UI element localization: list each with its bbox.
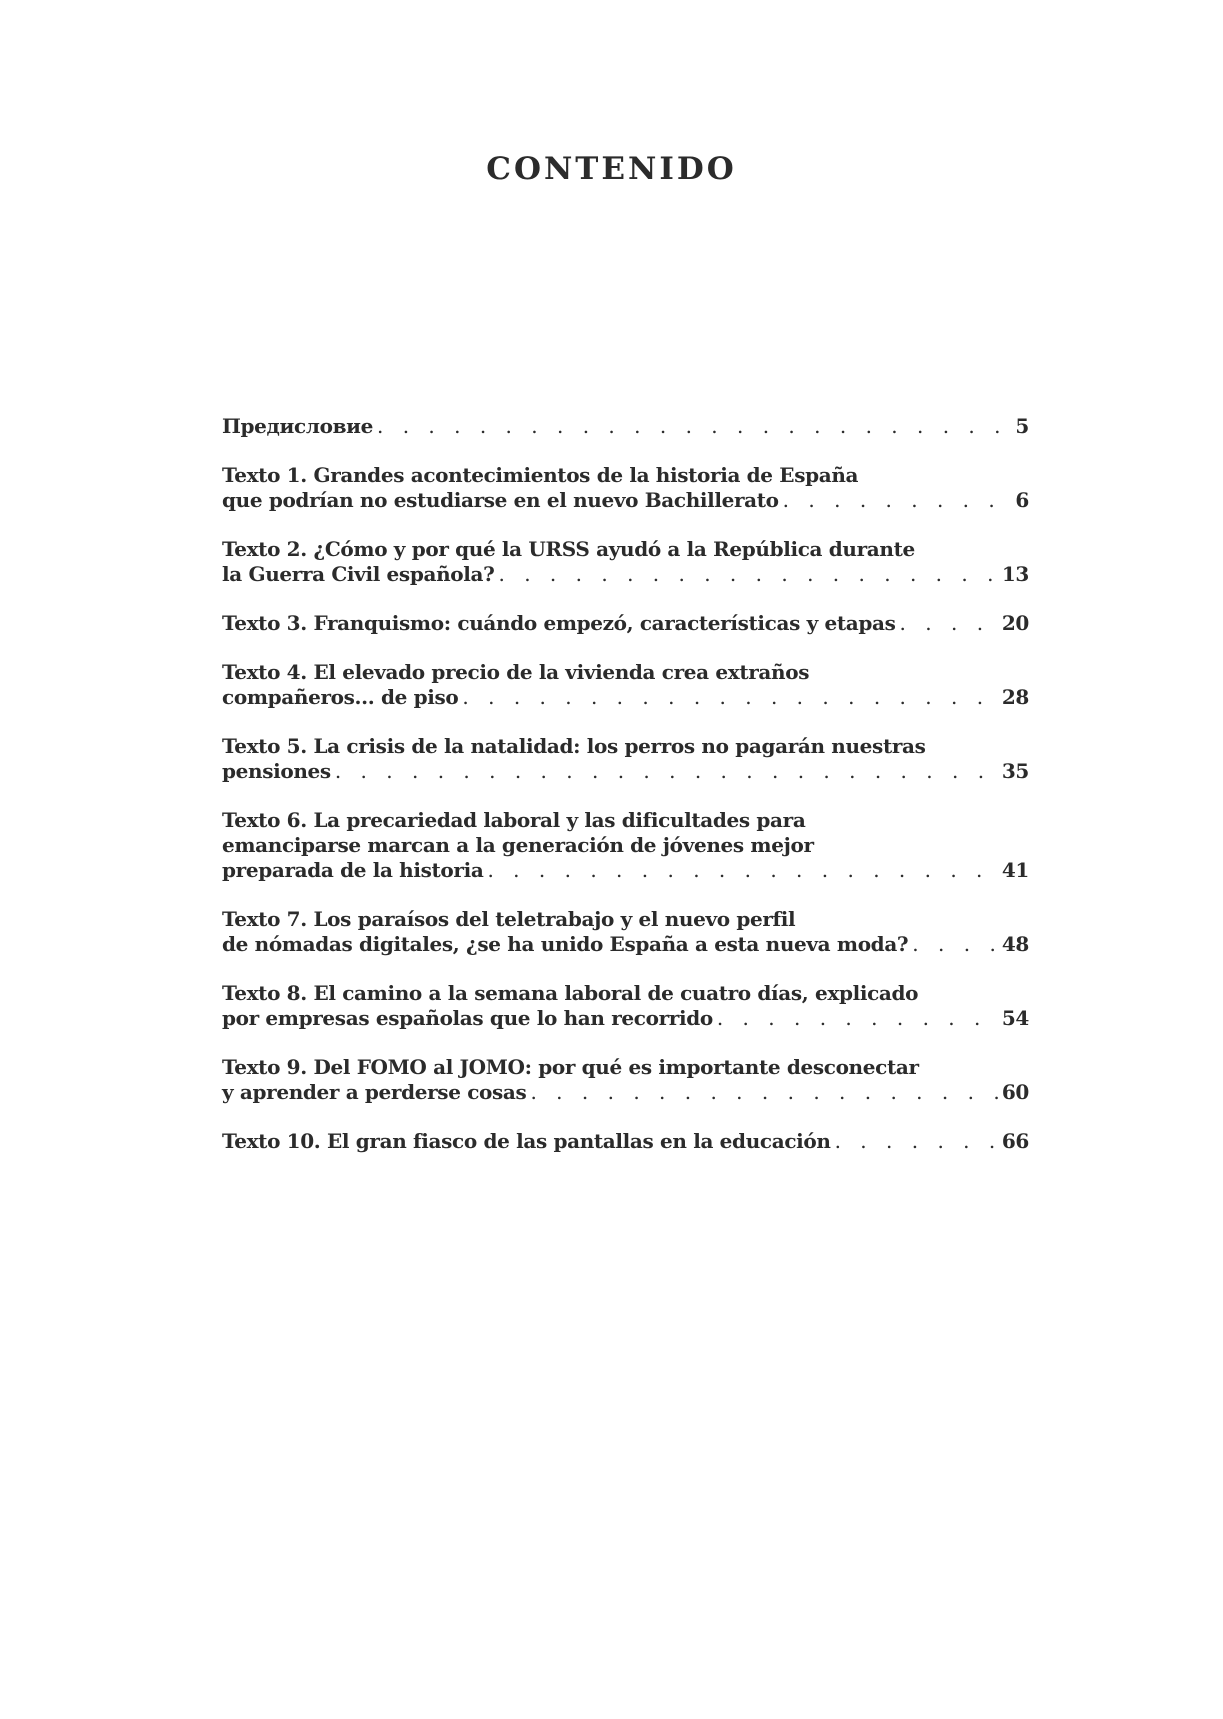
toc-page-number: 6 bbox=[1015, 488, 1029, 512]
page-title: CONTENIDO bbox=[486, 150, 737, 187]
dot-leader bbox=[526, 1080, 1001, 1105]
dot-leader bbox=[908, 932, 1001, 957]
toc-entry-title-line: Предисловие bbox=[222, 414, 373, 438]
toc-entry-title-line: pensiones bbox=[222, 759, 331, 783]
toc-entry-last-line bbox=[222, 488, 1029, 513]
toc-entry[interactable] bbox=[222, 1055, 1029, 1105]
toc-entry[interactable] bbox=[222, 611, 1029, 636]
toc-entry[interactable] bbox=[222, 734, 1029, 784]
toc-entry-title-line: la Guerra Civil española? bbox=[222, 562, 495, 586]
toc-entry-last-line bbox=[222, 685, 1029, 710]
toc-entry-title-line: de nómadas digitales, ¿se ha unido España a esta nueva moda? bbox=[222, 932, 909, 956]
toc-entry-title-line: Texto 9. Del FOMO al JOMO: por qué es importante desconectar bbox=[222, 1055, 919, 1079]
toc-page-number: 60 bbox=[1001, 1080, 1029, 1104]
dot-leader bbox=[831, 1129, 1001, 1154]
toc-page-number: 41 bbox=[1001, 858, 1029, 882]
toc-page-number: 5 bbox=[1015, 414, 1029, 438]
toc-entry-title-line: Texto 2. ¿Cómo y por qué la URSS ayudó a la República durante bbox=[222, 537, 915, 561]
dot-leader bbox=[373, 414, 1001, 439]
toc-entry-title-line: Texto 8. El camino a la semana laboral de cuatro días, explicado bbox=[222, 981, 919, 1005]
toc-entry[interactable] bbox=[222, 414, 1029, 439]
toc-entry-title-line: que podrían no estudiarse en el nuevo Bachillerato bbox=[222, 488, 779, 512]
dot-leader bbox=[331, 759, 1001, 784]
toc-page-number: 13 bbox=[1001, 562, 1029, 586]
toc-entry[interactable] bbox=[222, 981, 1029, 1031]
toc-entry-title-line: Texto 4. El elevado precio de la vivienda crea extraños bbox=[222, 660, 810, 684]
toc-entry-title-line: y aprender a perderse cosas bbox=[222, 1080, 527, 1104]
table-of-contents bbox=[222, 414, 1029, 1178]
toc-page-number: 54 bbox=[1001, 1006, 1029, 1030]
dot-leader bbox=[495, 562, 1002, 587]
dot-leader bbox=[458, 685, 1001, 710]
toc-entry-title-line: preparada de la historia bbox=[222, 858, 484, 882]
toc-entry-last-line bbox=[222, 562, 1029, 587]
toc-entry-title-line: Texto 6. La precariedad laboral y las dificultades para bbox=[222, 808, 806, 832]
toc-entry-title-line: emanciparse marcan a la generación de jóvenes mejor bbox=[222, 833, 814, 857]
toc-entry[interactable] bbox=[222, 1129, 1029, 1154]
toc-entry-last-line bbox=[222, 759, 1029, 784]
toc-entry[interactable] bbox=[222, 907, 1029, 957]
toc-entry-last-line bbox=[222, 611, 1029, 636]
dot-leader bbox=[779, 488, 1001, 513]
toc-entry-title-line: Texto 7. Los paraísos del teletrabajo y el nuevo perfil bbox=[222, 907, 796, 931]
toc-entry-last-line bbox=[222, 858, 1029, 883]
toc-page-number: 35 bbox=[1001, 759, 1029, 783]
dot-leader bbox=[713, 1006, 1001, 1031]
toc-entry-title-line: por empresas españolas que lo han recorrido bbox=[222, 1006, 713, 1030]
toc-entry[interactable] bbox=[222, 660, 1029, 710]
toc-entry-title-line: Texto 1. Grandes acontecimientos de la historia de España bbox=[222, 463, 859, 487]
toc-entry[interactable] bbox=[222, 463, 1029, 513]
toc-page-number: 48 bbox=[1001, 932, 1029, 956]
toc-entry-last-line bbox=[222, 1006, 1029, 1031]
toc-entry-title-line: Texto 3. Franquismo: cuándo empezó, características y etapas bbox=[222, 611, 896, 635]
dot-leader bbox=[896, 611, 1001, 636]
toc-entry-title-line: compañeros... de piso bbox=[222, 685, 459, 709]
toc-entry-last-line bbox=[222, 1129, 1029, 1154]
toc-entry[interactable] bbox=[222, 537, 1029, 587]
dot-leader bbox=[483, 858, 1001, 883]
toc-entry-last-line bbox=[222, 1080, 1029, 1105]
toc-entry-last-line bbox=[222, 932, 1029, 957]
toc-page-number: 20 bbox=[1001, 611, 1029, 635]
toc-entry-title-line: Texto 5. La crisis de la natalidad: los perros no pagarán nuestras bbox=[222, 734, 926, 758]
toc-entry[interactable] bbox=[222, 808, 1029, 883]
toc-page-number: 28 bbox=[1001, 685, 1029, 709]
toc-entry-last-line bbox=[222, 414, 1029, 439]
toc-entry-title-line: Texto 10. El gran fiasco de las pantallas en la educación bbox=[222, 1129, 831, 1153]
toc-page-number: 66 bbox=[1001, 1129, 1029, 1153]
